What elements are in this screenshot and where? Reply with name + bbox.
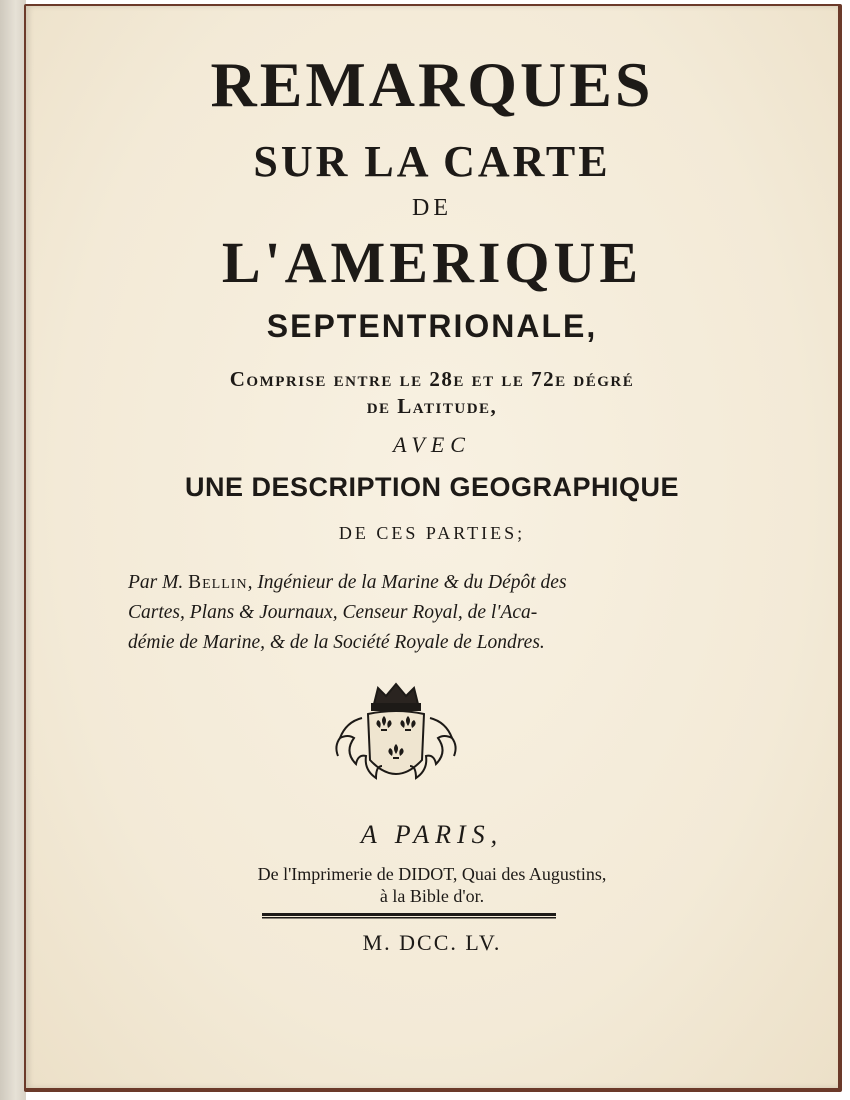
author-line-3: démie de Marine, & de la Société Royale de Londres.: [128, 632, 545, 653]
title-line-4: L'AMERIQUE: [221, 230, 643, 295]
imprint-printer-line: De l'Imprimerie de DIDOT, Quai des Augustins,: [257, 864, 607, 884]
imprint-sign-line: à la Bible d'or.: [379, 886, 485, 906]
imprint-place: A PARIS,: [360, 820, 504, 849]
conjunction: AVEC: [393, 432, 471, 457]
description-line-1: UNE DESCRIPTION GEOGRAPHIQUE: [184, 472, 680, 502]
decorative-rule: [262, 912, 556, 920]
author-line-2: Cartes, Plans & Journaux, Censeur Royal, de l'Aca-: [128, 602, 538, 623]
subtitle-line-1: [26, 367, 838, 392]
subtitle-line-2-text: de Latitude,: [366, 394, 498, 418]
author-line-1-rest: , Ingénieur de la Marine & du Dépôt des: [247, 572, 567, 593]
subtitle-line-2: [26, 394, 838, 419]
royal-arms-crown-fleur-de-lis-icon: [326, 674, 466, 804]
author-line-1: [128, 572, 688, 594]
title-line-3: DE: [412, 195, 452, 221]
author-name: Bellin: [188, 572, 248, 593]
subtitle-line-1-text: Comprise entre le 28e et le 72e dégré: [229, 367, 635, 391]
imprint-date: M. DCC. LV.: [362, 930, 502, 955]
title-line-2: SUR LA CARTE: [253, 137, 611, 186]
author-prefix: Par M.: [128, 572, 184, 593]
title-line-1: REMARQUES: [210, 49, 654, 120]
description-line-2: DE CES PARTIES;: [338, 523, 526, 543]
spine-shadow: [0, 0, 26, 1100]
title-line-5: SEPTENTRIONALE,: [266, 308, 598, 344]
title-page: [26, 6, 838, 1088]
